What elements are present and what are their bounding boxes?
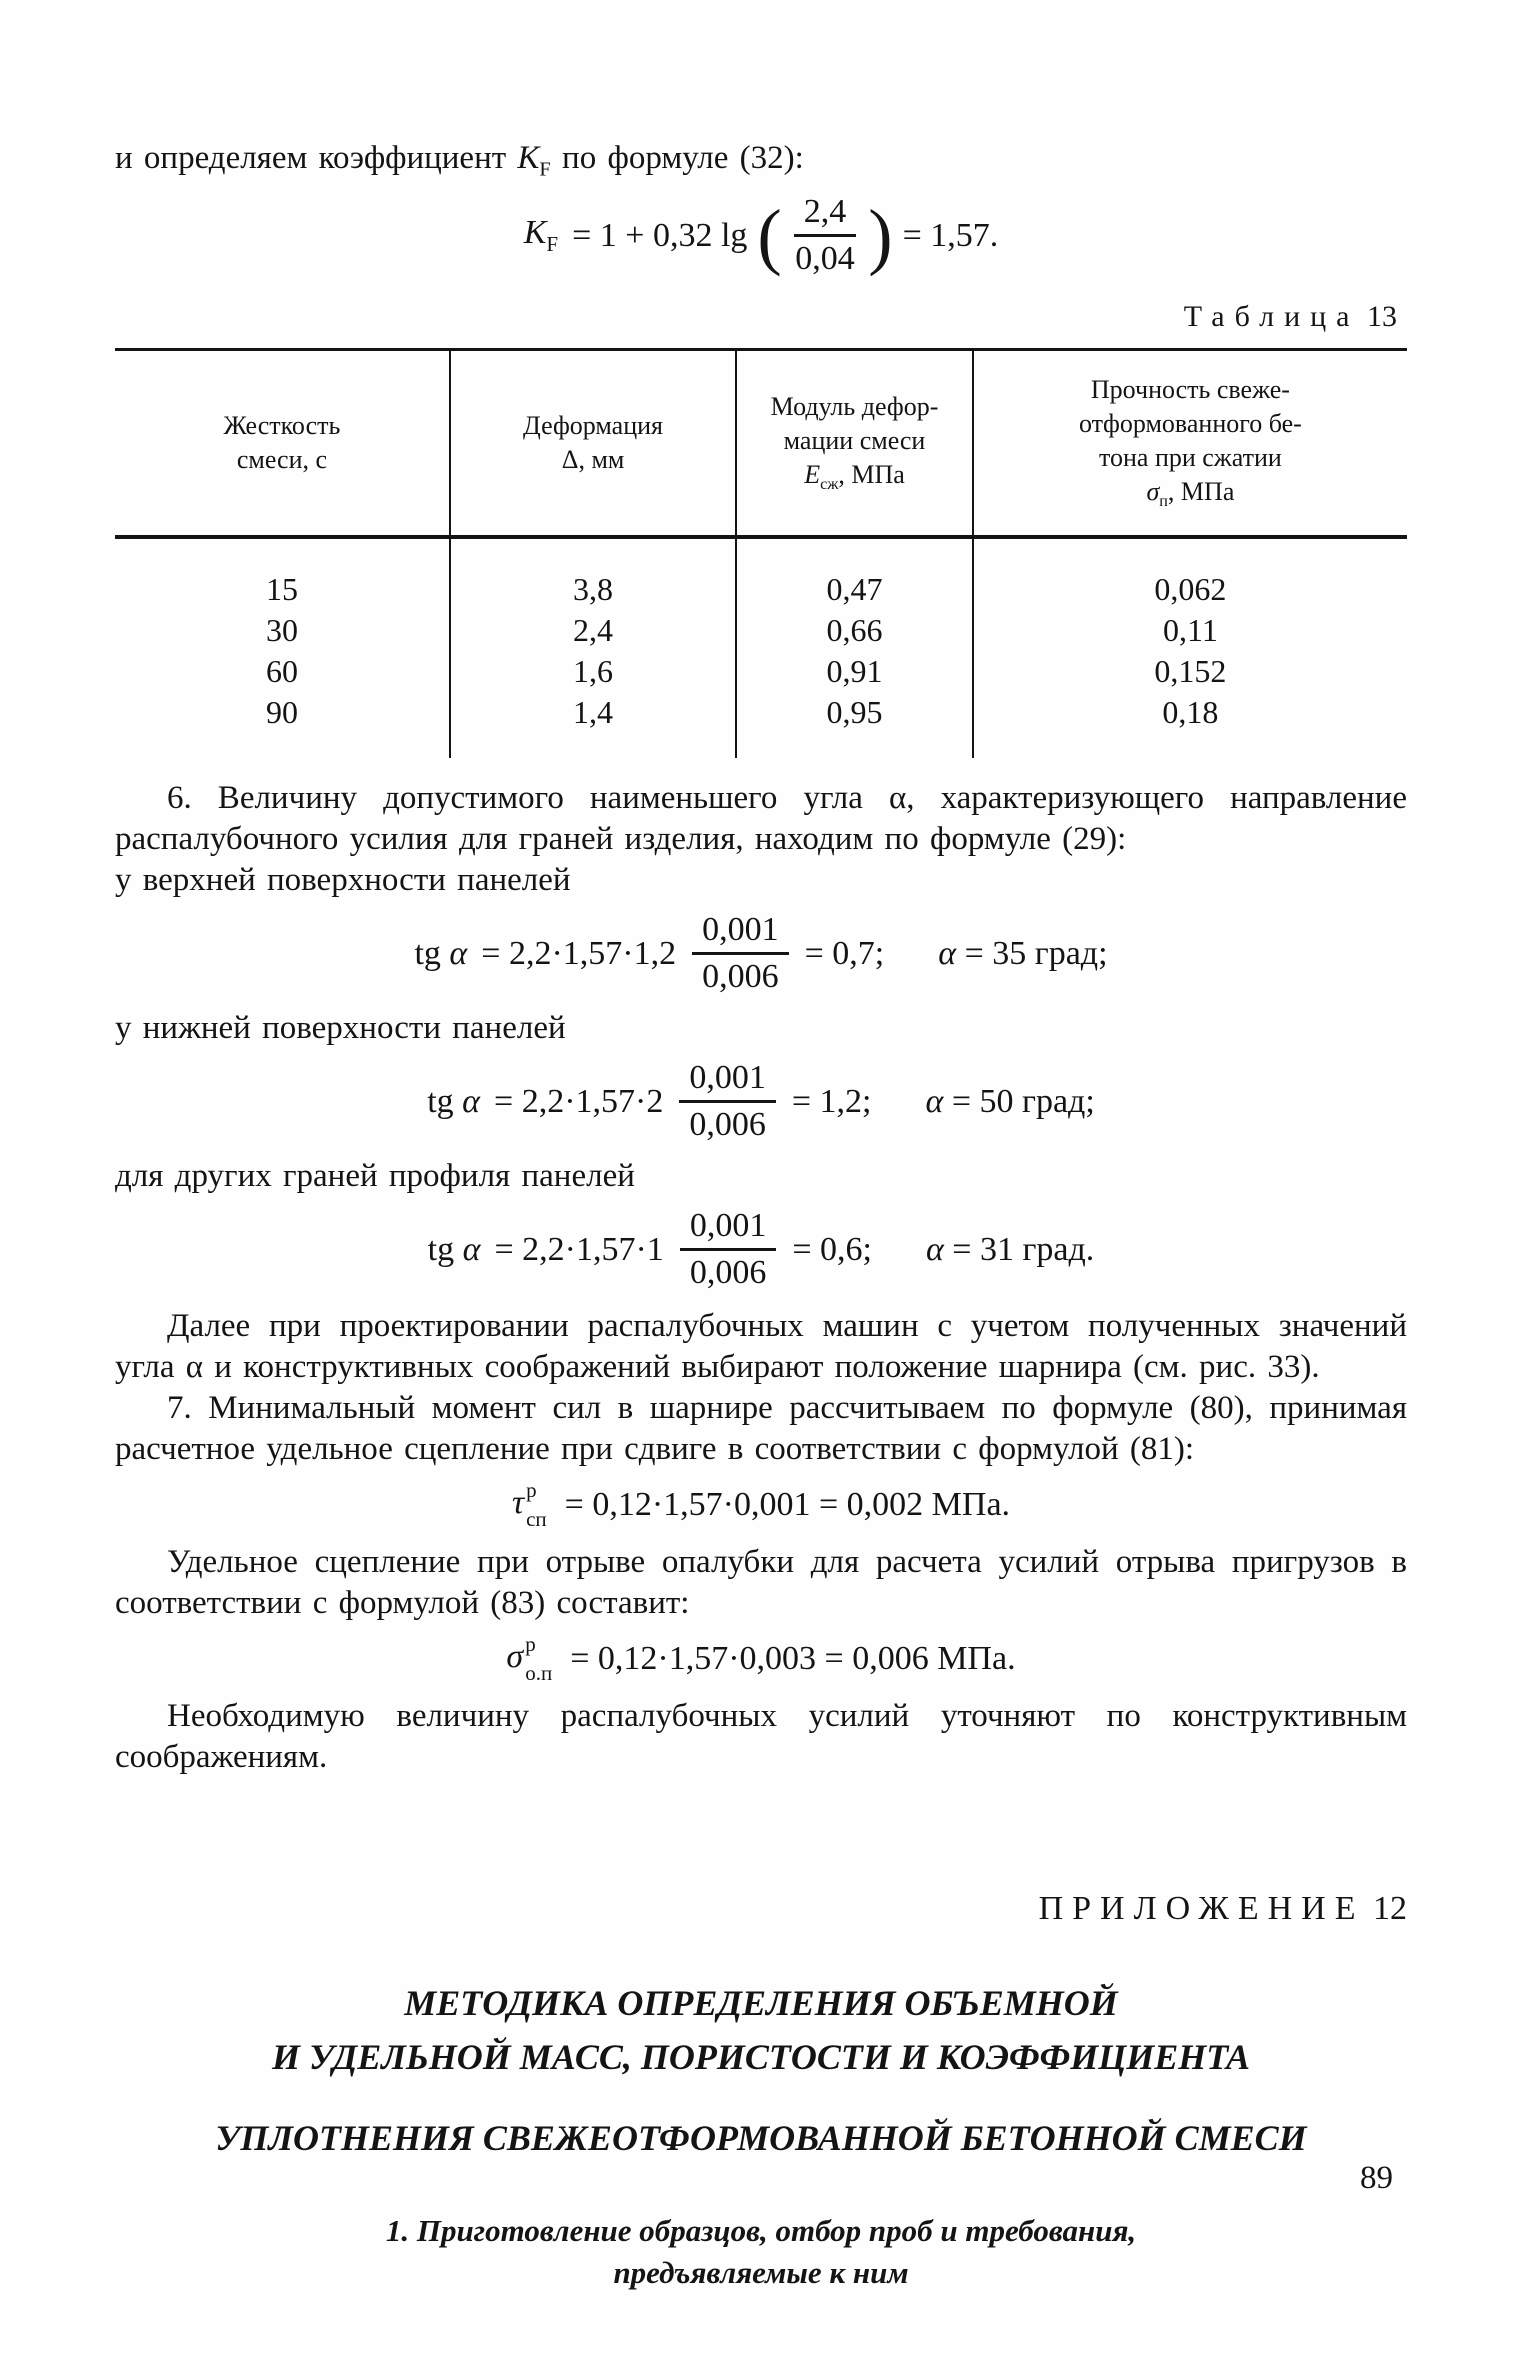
- table-13: [115, 348, 1407, 758]
- header-line: тона при сжатии: [1098, 442, 1282, 472]
- kf-fraction: [794, 193, 857, 278]
- cell: 1,6: [450, 651, 736, 692]
- intro-text-post: по формуле (32):: [550, 140, 804, 176]
- header-line: Жесткость: [223, 411, 341, 441]
- alpha-value: = 50 град;: [951, 1082, 1095, 1120]
- alpha-symbol: α: [449, 934, 468, 972]
- sigma-subscript: о.п: [525, 1660, 553, 1685]
- tg-factors: = 2,2·1,57·1,2: [481, 934, 677, 972]
- fraction-denominator: 0,006: [689, 1106, 766, 1144]
- kf-result: = 1,57.: [902, 216, 999, 254]
- table-row: [115, 692, 1407, 759]
- tg-text: tg: [427, 1082, 454, 1120]
- tg-text: tg: [427, 1230, 455, 1268]
- appendix-label: [115, 1890, 1407, 1928]
- appendix-word: ПРИЛОЖЕНИЕ: [1038, 1889, 1365, 1927]
- cell: 30: [265, 611, 298, 648]
- paragraph-neobkhodimuyu: Необходимую величину распалубочных усилий уточняют по конструктивным соображениям.: [115, 1697, 1407, 1775]
- tau-symbol: τ: [511, 1483, 525, 1521]
- header-line: Модуль дефор-: [770, 392, 939, 421]
- header-line: мации смеси: [783, 425, 926, 455]
- tg-factors: = 2,2·1,57·2: [494, 1082, 664, 1120]
- sigma-symbol: σ: [506, 1637, 524, 1675]
- cell: 0,95: [736, 692, 973, 759]
- appendix-subtitle: [115, 2210, 1407, 2294]
- e-symbol: E: [804, 459, 821, 489]
- table-row: [115, 651, 1407, 692]
- tau-body: = 0,12·1,57·0,001 = 0,002 МПа.: [564, 1486, 1011, 1524]
- tg-fraction: [679, 1059, 776, 1144]
- fraction-numerator: 0,001: [679, 1059, 776, 1103]
- cell: 0,66: [736, 610, 973, 651]
- title-line-3: УПЛОТНЕНИЯ СВЕЖЕОТФОРМОВАННОЙ БЕТОННОЙ СМЕСИ: [215, 2118, 1307, 2159]
- appendix-number: 12: [1373, 1889, 1407, 1927]
- cell: 3,8: [450, 537, 736, 610]
- alpha-symbol: α: [925, 1082, 944, 1120]
- sigma-supsub: [525, 1631, 553, 1685]
- subtitle-line-1: 1. Приготовление образцов, отбор проб и требования,: [385, 2212, 1137, 2248]
- header-symbol-line: [980, 475, 1401, 513]
- header-strength: [973, 350, 1407, 537]
- tg-result: = 0,7;: [804, 934, 885, 972]
- alpha-value: = 35 град;: [964, 934, 1108, 972]
- formula-tg-upper: [115, 911, 1407, 996]
- kf-symbol: K: [517, 140, 540, 176]
- formula-sigma: [115, 1631, 1407, 1685]
- paragraph-udelnoe: Удельное сцепление при отрыве опалубки для расчета усилий отрыва пригрузов в соответствии с формулой (83) составит:: [115, 1544, 1407, 1621]
- tg-result: = 1,2;: [791, 1082, 872, 1120]
- cell: 2,4: [450, 610, 736, 651]
- tau-lhs: [512, 1480, 551, 1530]
- label-upper-surface: у верхней поверхности панелей: [115, 862, 571, 899]
- label-lower-surface: у нижней поверхности панелей: [115, 1010, 566, 1047]
- cell: 0,91: [736, 651, 973, 692]
- sigma-symbol: σ: [1146, 476, 1160, 506]
- subtitle-line-2: предъявляемые к ним: [613, 2254, 909, 2290]
- tg-fraction: [680, 1207, 777, 1292]
- fraction-numerator: 0,001: [680, 1207, 777, 1251]
- fraction-numerator: 2,4: [794, 193, 857, 237]
- header-line: Деформация: [523, 411, 664, 441]
- kf-sub: F: [546, 231, 559, 256]
- title-line-1: МЕТОДИКА ОПРЕДЕЛЕНИЯ ОБЪЕМНОЙ: [404, 1982, 1118, 2023]
- paragraph-7: 7. Минимальный момент сил в шарнире рассчитываем по формуле (80), принимая расчетное удельное сцепление при сдвиге в соответствии с формулой (81):: [115, 1390, 1407, 1468]
- e-subscript: сж: [820, 475, 839, 493]
- tg-text: tg: [414, 934, 441, 972]
- table-row: [115, 537, 1407, 610]
- kf-lhs: [524, 214, 558, 257]
- sigma-superscript: р: [525, 1631, 536, 1656]
- label-other-faces: для других граней профиля панелей: [115, 1158, 635, 1195]
- sigma-lhs: [506, 1631, 556, 1685]
- fraction-numerator: 0,001: [692, 911, 789, 955]
- cell: 0,152: [973, 651, 1407, 692]
- header-deformation: [450, 350, 736, 537]
- alpha-result: [925, 1083, 1094, 1121]
- cell: 0,11: [973, 610, 1407, 651]
- cell: 1,4: [450, 692, 736, 759]
- alpha-symbol: α: [925, 1230, 944, 1268]
- paragraph-dalee: Далее при проектировании распалубочных машин с учетом полученных значений угла α и конструктивных соображений выбирают положение шарнира (см. рис. 33).: [115, 1308, 1407, 1386]
- sigma-unit: , МПа: [1167, 476, 1235, 506]
- intro-text-pre: и определяем коэффициент: [115, 140, 518, 176]
- header-line: Прочность свеже-: [1090, 375, 1290, 405]
- kf-equals: = 1 + 0,32 lg: [572, 216, 748, 254]
- kf-var: K: [523, 214, 547, 252]
- fraction-denominator: 0,006: [689, 1254, 767, 1292]
- tg-lhs: [427, 1083, 480, 1121]
- alpha-result: [938, 935, 1107, 973]
- alpha-symbol: α: [462, 1230, 481, 1268]
- tg-factors: = 2,2·1,57·1: [494, 1230, 664, 1268]
- sigma-subscript: п: [1159, 492, 1168, 510]
- cell: 0,062: [973, 537, 1407, 610]
- table-body: [115, 537, 1407, 759]
- title-line-2: И УДЕЛЬНОЙ МАСС, ПОРИСТОСТИ И КОЭФФИЦИЕНТА: [272, 2037, 1250, 2078]
- tg-fraction: [692, 911, 789, 996]
- cell: 0,47: [736, 537, 973, 610]
- alpha-symbol: α: [938, 934, 957, 972]
- header-symbol-line: [743, 458, 966, 496]
- table-caption-number: 13: [1367, 300, 1397, 334]
- table-caption: [115, 300, 1397, 334]
- e-unit: , МПа: [838, 459, 905, 489]
- tau-supsub: [526, 1480, 547, 1530]
- tg-lhs: [428, 1231, 481, 1269]
- formula-tau: [115, 1480, 1407, 1530]
- kf-subscript: F: [539, 158, 551, 181]
- fraction-denominator: 0,04: [795, 240, 855, 278]
- page-number: 89: [1360, 2160, 1393, 2196]
- header-line: Δ, мм: [561, 444, 625, 474]
- cell: 90: [265, 693, 298, 730]
- formula-tg-lower: [115, 1059, 1407, 1144]
- header-line: отформованного бе-: [1079, 408, 1302, 438]
- tau-subscript: сп: [526, 1507, 547, 1532]
- formula-kf: $K_F$ = 1 + 0,32 lg ( $\frac{2,4}{0,04}$ ) = 1,57.: [523, 192, 999, 278]
- sigma-body: = 0,12·1,57·0,003 = 0,006 МПа.: [570, 1639, 1016, 1677]
- header-line: смеси, с: [236, 444, 328, 474]
- paragraph-6: 6. Величину допустимого наименьшего угла α, характеризующего направление распалубочного усилия для граней изделия, находим по формуле (29):: [115, 780, 1407, 858]
- cell: 15: [265, 570, 298, 607]
- fraction-denominator: 0,006: [702, 958, 779, 996]
- header-stiffness: [115, 350, 450, 537]
- tg-lhs: [414, 935, 467, 973]
- cell: 0,18: [973, 692, 1407, 759]
- formula-tg-other: [115, 1207, 1407, 1292]
- table-row: [115, 610, 1407, 651]
- alpha-symbol: α: [462, 1082, 481, 1120]
- tg-result: = 0,6;: [792, 1230, 872, 1268]
- cell: 60: [265, 652, 298, 689]
- alpha-result: [926, 1231, 1094, 1269]
- alpha-value: = 31 град.: [952, 1230, 1095, 1268]
- tau-superscript: р: [526, 1478, 537, 1503]
- table-header: [115, 350, 1407, 537]
- table-caption-word: Таблица: [1183, 300, 1360, 334]
- appendix-title: [115, 1976, 1407, 2166]
- intro-line: [115, 138, 1407, 183]
- header-modulus: [736, 350, 973, 537]
